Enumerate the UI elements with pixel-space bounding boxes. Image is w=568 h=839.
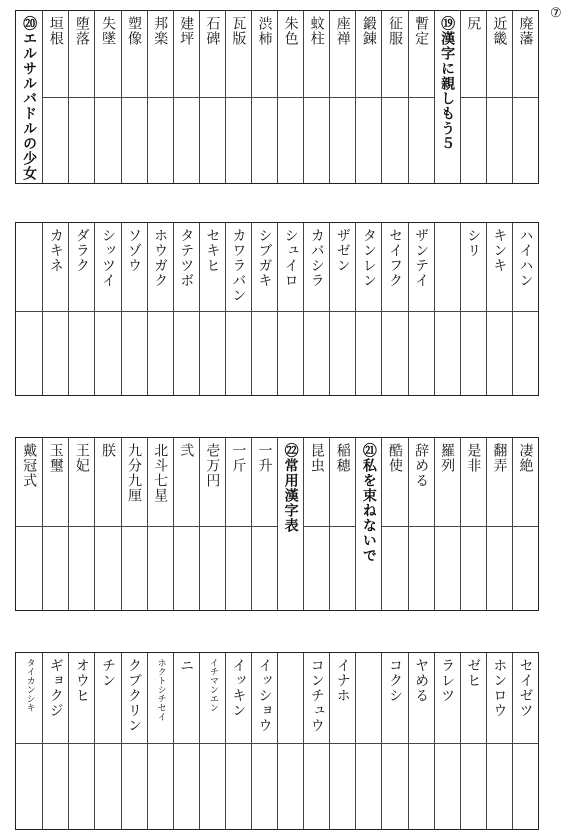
cell-text: イッキン <box>230 658 247 718</box>
cell-text: 辞める <box>413 443 430 488</box>
answer-box[interactable] <box>69 526 94 610</box>
cell-text: 弐 <box>178 443 195 458</box>
answer-box[interactable] <box>382 97 407 183</box>
question-cell <box>173 653 199 829</box>
answer-box[interactable] <box>435 311 460 395</box>
question-cell <box>199 438 225 610</box>
cell-text: カバシラ <box>308 228 325 288</box>
question-cell <box>94 438 120 610</box>
question-cell <box>251 653 277 829</box>
cell-text: ハイハン <box>517 228 534 288</box>
answer-box[interactable] <box>200 526 225 610</box>
question-cell <box>355 223 381 395</box>
answer-box[interactable] <box>148 743 173 829</box>
question-cell <box>303 223 329 395</box>
question-cell <box>42 223 68 395</box>
cell-text: 失墜 <box>99 16 116 46</box>
question-cell <box>173 11 199 183</box>
answer-box[interactable] <box>252 311 277 395</box>
cell-text: ホクトシチセイ <box>155 658 166 721</box>
answer-box[interactable] <box>461 97 486 183</box>
question-cell <box>68 223 94 395</box>
answer-box[interactable] <box>330 526 355 610</box>
cell-text: 一升 <box>256 443 273 473</box>
answer-box[interactable] <box>304 311 329 395</box>
answer-box[interactable] <box>174 743 199 829</box>
answer-box[interactable] <box>356 743 381 829</box>
question-cell <box>408 438 434 610</box>
cell-text: ダラク <box>73 228 90 273</box>
question-cell <box>408 223 434 395</box>
question-cell <box>94 653 120 829</box>
answer-box[interactable] <box>513 526 538 610</box>
answer-box[interactable] <box>513 97 538 183</box>
cell-text: 征服 <box>386 16 403 46</box>
answer-box[interactable] <box>513 311 538 395</box>
question-cell <box>408 11 434 183</box>
question-cell <box>225 223 251 395</box>
answer-box[interactable] <box>148 311 173 395</box>
answer-box[interactable] <box>174 311 199 395</box>
cell-text: 凄絶 <box>517 443 534 473</box>
question-cell <box>486 438 512 610</box>
cell-text: ザゼン <box>334 228 351 273</box>
question-cell <box>303 11 329 183</box>
question-cell <box>121 11 147 183</box>
answer-box[interactable] <box>252 743 277 829</box>
question-cell <box>173 223 199 395</box>
lesson-header <box>277 438 303 610</box>
cell-text: イチマンエン <box>207 658 218 712</box>
cell-text: コクシ <box>386 658 403 703</box>
lesson-title: ㉒常用漢字表 <box>282 443 299 533</box>
cell-text: ギョクジ <box>47 658 64 718</box>
question-cell <box>460 438 486 610</box>
blank-cell <box>16 223 42 395</box>
answer-box[interactable] <box>226 311 251 395</box>
question-cell <box>486 11 512 183</box>
cell-text: ニ <box>178 658 195 673</box>
question-cell <box>225 11 251 183</box>
cell-text: シッツイ <box>99 228 116 288</box>
answer-box[interactable] <box>487 526 512 610</box>
question-cell <box>94 223 120 395</box>
answer-box[interactable] <box>122 311 147 395</box>
question-cell <box>460 11 486 183</box>
blank-cell <box>355 653 381 829</box>
answer-box[interactable] <box>409 526 434 610</box>
cell-text: 渋柿 <box>256 16 273 46</box>
cell-text: クブクリン <box>126 658 143 733</box>
cell-text: カワラバン <box>230 228 247 303</box>
cell-text: 九分九厘 <box>126 443 143 503</box>
question-cell <box>225 653 251 829</box>
question-cell <box>381 653 407 829</box>
cell-text: セイフク <box>386 228 403 288</box>
cell-text: 塑像 <box>126 16 143 46</box>
answer-box[interactable] <box>95 743 120 829</box>
cell-text: 稲穂 <box>334 443 351 473</box>
answer-box[interactable] <box>122 97 147 183</box>
question-cell <box>121 223 147 395</box>
lesson-header <box>16 11 42 183</box>
cell-text: イッショウ <box>256 658 273 733</box>
question-cell <box>68 11 94 183</box>
question-cell <box>42 653 68 829</box>
question-cell <box>355 11 381 183</box>
cell-text: ゼヒ <box>465 658 482 688</box>
question-cell <box>512 11 538 183</box>
lesson-title: ⑳エルサルバドルの少女 <box>21 16 38 181</box>
question-cell <box>173 438 199 610</box>
question-cell <box>434 438 460 610</box>
question-cell <box>512 438 538 610</box>
cell-text: 座禅 <box>334 16 351 46</box>
question-cell <box>277 11 303 183</box>
answer-box[interactable] <box>174 97 199 183</box>
question-cell <box>121 653 147 829</box>
answer-box[interactable] <box>513 743 538 829</box>
answer-box[interactable] <box>174 526 199 610</box>
cell-text: セキヒ <box>204 228 221 273</box>
question-cell <box>68 438 94 610</box>
cell-text: タンレン <box>360 228 377 288</box>
answer-box[interactable] <box>409 743 434 829</box>
answer-box[interactable] <box>409 311 434 395</box>
blank-cell <box>277 653 303 829</box>
question-cell <box>434 653 460 829</box>
cell-text: 堕落 <box>73 16 90 46</box>
question-cell <box>199 653 225 829</box>
cell-text: 王妃 <box>73 443 90 473</box>
question-cell <box>486 653 512 829</box>
cell-text: 北斗七星 <box>152 443 169 503</box>
cell-text: 一斤 <box>230 443 247 473</box>
cell-text: 羅列 <box>439 443 456 473</box>
answer-box[interactable] <box>435 526 460 610</box>
question-cell <box>329 11 355 183</box>
question-cell <box>381 223 407 395</box>
lesson-title: ㉑私を束ねないで <box>360 443 377 563</box>
cell-text: 瓦版 <box>230 16 247 46</box>
cell-text: タテツボ <box>178 228 195 288</box>
question-cell <box>147 653 173 829</box>
answer-box[interactable] <box>435 743 460 829</box>
question-cell <box>251 223 277 395</box>
answer-box[interactable] <box>461 311 486 395</box>
cell-text: チン <box>99 658 116 688</box>
answer-box[interactable] <box>200 311 225 395</box>
question-cell <box>381 11 407 183</box>
answer-box[interactable] <box>200 97 225 183</box>
cell-text: オウヒ <box>73 658 90 703</box>
question-cell <box>329 653 355 829</box>
cell-text: 壱万円 <box>204 443 221 488</box>
answer-box[interactable] <box>278 97 303 183</box>
cell-text: ザンテイ <box>413 228 430 288</box>
cell-text: 暫定 <box>413 16 430 46</box>
question-cell <box>199 11 225 183</box>
answer-box[interactable] <box>330 743 355 829</box>
answer-box[interactable] <box>304 743 329 829</box>
cell-text: シブガキ <box>256 228 273 288</box>
cell-text: 是非 <box>465 443 482 473</box>
question-cell <box>381 438 407 610</box>
question-cell <box>329 223 355 395</box>
question-cell <box>147 11 173 183</box>
cell-text: 建坪 <box>178 16 195 46</box>
cell-text: 垣根 <box>47 16 64 46</box>
page-number: ⑦ <box>550 6 562 21</box>
lesson-title: ⑲漢字に親しもう５ <box>439 16 456 151</box>
answer-box[interactable] <box>382 311 407 395</box>
cell-text: 朱色 <box>282 16 299 46</box>
question-cell <box>42 438 68 610</box>
answer-box[interactable] <box>43 97 68 183</box>
cell-text: キンキ <box>491 228 508 273</box>
answer-box[interactable] <box>461 743 486 829</box>
question-cell <box>303 438 329 610</box>
answer-box[interactable] <box>16 526 42 610</box>
cell-text: 玉璽 <box>47 443 64 473</box>
answer-box[interactable] <box>461 526 486 610</box>
answer-box[interactable] <box>382 743 407 829</box>
cell-text: ヤめる <box>413 658 430 703</box>
cell-text: 尻 <box>465 16 482 31</box>
cell-text: 廃藩 <box>517 16 534 46</box>
answer-box[interactable] <box>122 526 147 610</box>
kanji-grid-19-20 <box>15 10 539 184</box>
answer-box[interactable] <box>330 97 355 183</box>
question-cell <box>225 438 251 610</box>
question-cell <box>460 653 486 829</box>
answer-box[interactable] <box>95 97 120 183</box>
answer-box[interactable] <box>304 526 329 610</box>
cell-text: 石碑 <box>204 16 221 46</box>
answer-box[interactable] <box>148 526 173 610</box>
cell-text: シュイロ <box>282 228 299 288</box>
cell-text: セイゼツ <box>517 658 534 718</box>
question-cell <box>512 223 538 395</box>
answer-box[interactable] <box>304 97 329 183</box>
answer-box[interactable] <box>43 743 68 829</box>
cell-text: シリ <box>465 228 482 258</box>
question-cell <box>68 653 94 829</box>
question-cell <box>94 11 120 183</box>
question-cell <box>512 653 538 829</box>
reading-grid-21-22 <box>15 652 539 830</box>
answer-box[interactable] <box>69 97 94 183</box>
cell-text: 近畿 <box>491 16 508 46</box>
answer-box[interactable] <box>43 311 68 395</box>
question-cell <box>251 11 277 183</box>
question-cell <box>460 223 486 395</box>
cell-text: 昆虫 <box>308 443 325 473</box>
answer-box[interactable] <box>356 97 381 183</box>
lesson-header <box>434 11 460 183</box>
question-cell <box>329 438 355 610</box>
answer-box[interactable] <box>382 526 407 610</box>
cell-text: 蚊柱 <box>308 16 325 46</box>
blank-cell <box>434 223 460 395</box>
question-cell <box>303 653 329 829</box>
question-cell <box>251 438 277 610</box>
answer-box[interactable] <box>226 526 251 610</box>
question-cell <box>121 438 147 610</box>
question-cell <box>16 438 42 610</box>
answer-box[interactable] <box>69 743 94 829</box>
answer-box[interactable] <box>69 311 94 395</box>
cell-text: カキネ <box>47 228 64 273</box>
question-cell <box>199 223 225 395</box>
answer-box[interactable] <box>16 311 42 395</box>
question-cell <box>277 223 303 395</box>
answer-box[interactable] <box>16 743 42 829</box>
cell-text: タイカンシキ <box>24 658 35 712</box>
answer-box[interactable] <box>487 311 512 395</box>
answer-box[interactable] <box>252 526 277 610</box>
answer-box[interactable] <box>252 97 277 183</box>
cell-text: ホンロウ <box>491 658 508 718</box>
answer-box[interactable] <box>487 743 512 829</box>
answer-box[interactable] <box>278 311 303 395</box>
question-cell <box>42 11 68 183</box>
answer-box[interactable] <box>487 97 512 183</box>
cell-text: 翻弄 <box>491 443 508 473</box>
cell-text: ソゾウ <box>126 228 143 273</box>
cell-text: イナホ <box>334 658 351 703</box>
cell-text: 邦楽 <box>152 16 169 46</box>
cell-text: 酷使 <box>386 443 403 473</box>
cell-text: ラレツ <box>439 658 456 703</box>
cell-text: 戴冠式 <box>21 443 38 488</box>
answer-box[interactable] <box>278 743 303 829</box>
answer-box[interactable] <box>200 743 225 829</box>
answer-box[interactable] <box>95 526 120 610</box>
answer-box[interactable] <box>226 97 251 183</box>
kanji-grid-21-22 <box>15 437 539 611</box>
question-cell <box>147 438 173 610</box>
answer-box[interactable] <box>409 97 434 183</box>
question-cell <box>16 653 42 829</box>
answer-box[interactable] <box>148 97 173 183</box>
answer-box[interactable] <box>356 311 381 395</box>
question-cell <box>147 223 173 395</box>
cell-text: 鍛錬 <box>360 16 377 46</box>
reading-grid-19-20 <box>15 222 539 396</box>
cell-text: コンチュウ <box>308 658 325 733</box>
answer-box[interactable] <box>95 311 120 395</box>
question-cell <box>408 653 434 829</box>
answer-box[interactable] <box>43 526 68 610</box>
answer-box[interactable] <box>226 743 251 829</box>
lesson-header <box>355 438 381 610</box>
answer-box[interactable] <box>122 743 147 829</box>
answer-box[interactable] <box>330 311 355 395</box>
cell-text: ホウガク <box>152 228 169 288</box>
question-cell <box>486 223 512 395</box>
cell-text: 朕 <box>99 443 116 458</box>
